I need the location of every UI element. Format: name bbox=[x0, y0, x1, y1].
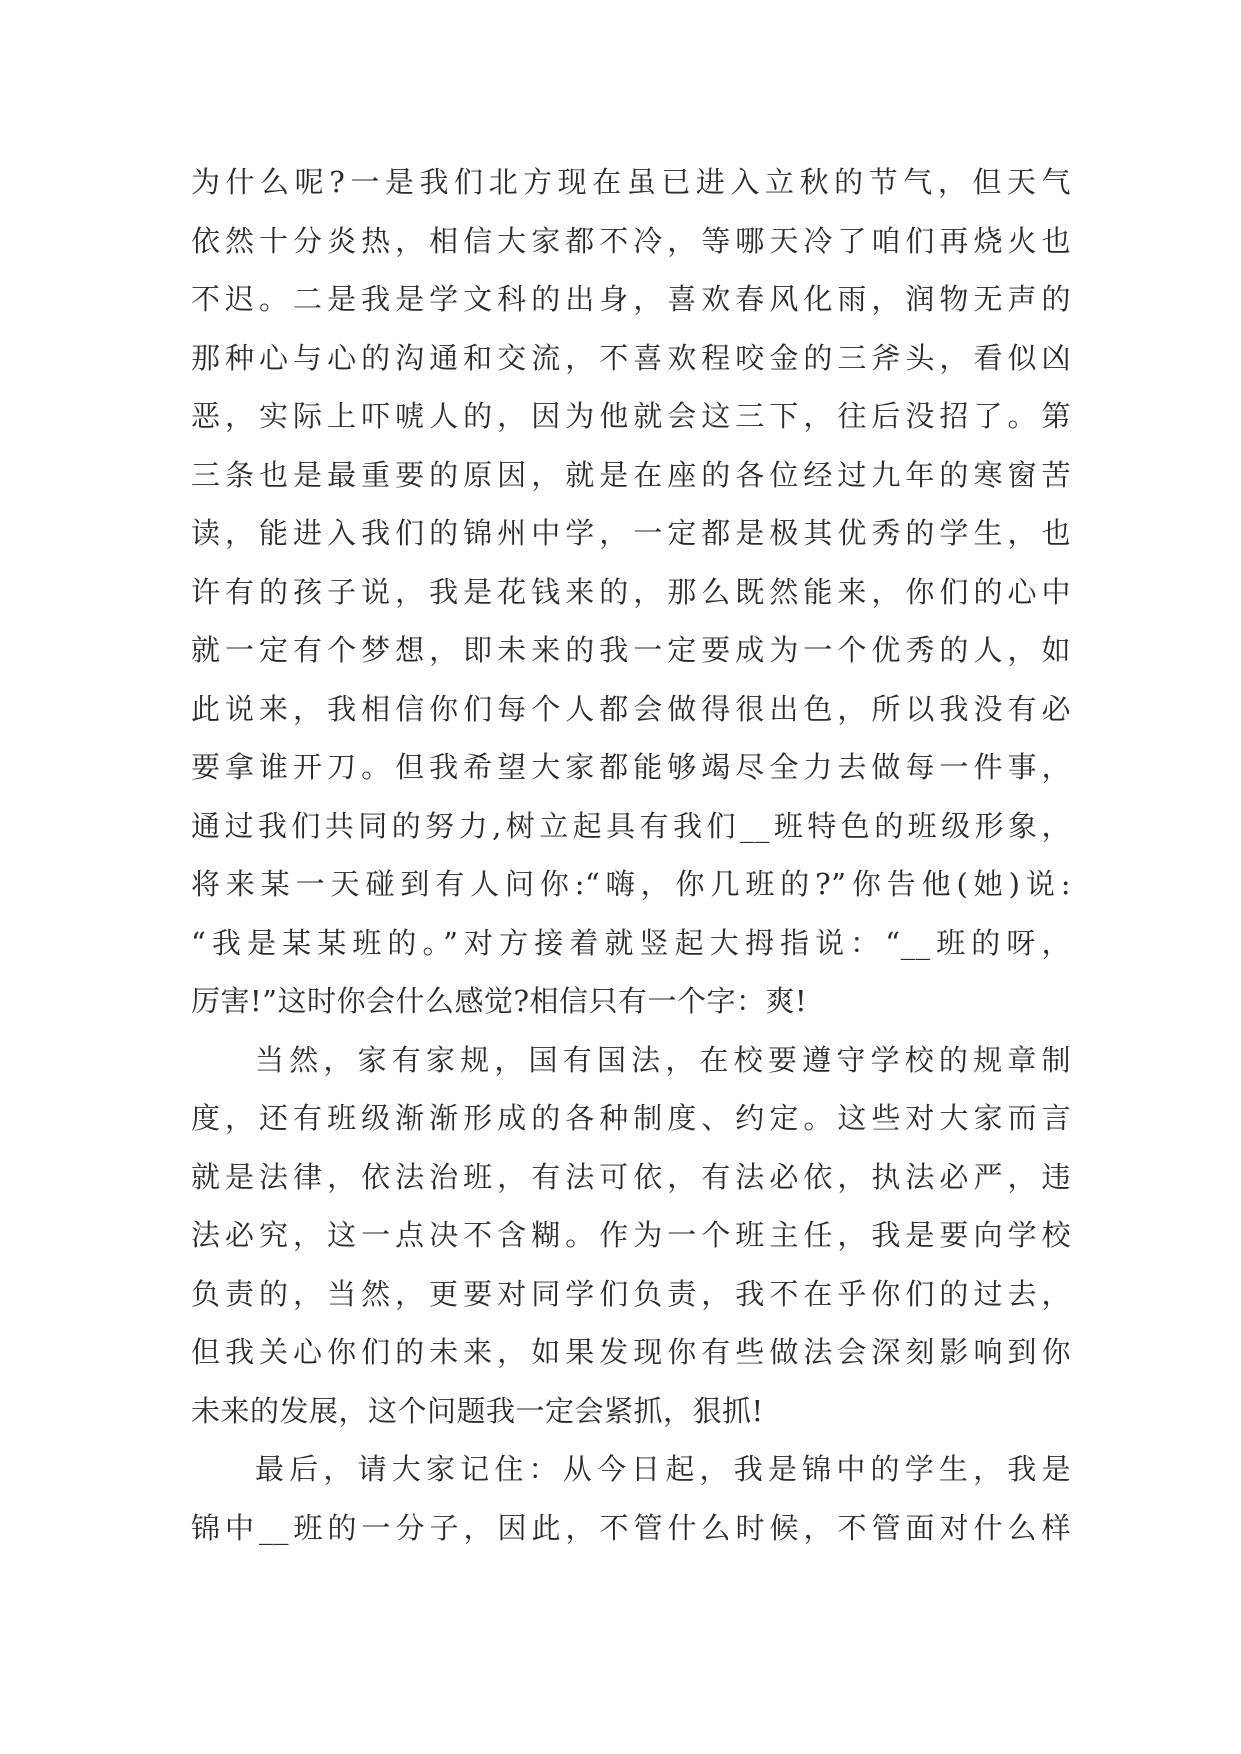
text-line: 恶，实际上吓唬人的，因为他就会这三下，往后没招了。第 bbox=[191, 399, 1071, 433]
text-line: 为什么呢?一是我们北方现在虽已进入立秋的节气，但天气 bbox=[191, 165, 1071, 199]
text-line: 那种心与心的沟通和交流，不喜欢程咬金的三斧头，看似凶 bbox=[191, 340, 1071, 375]
text-line: 厉害!”这时你会什么感觉?相信只有一个字：爽! bbox=[191, 984, 808, 1018]
text-line: 通过我们共同的努力,树立起具有我们__班特色的班级形象， bbox=[191, 808, 1071, 843]
text-line: “我是某某班的。”对方接着就竖起大拇指说：“__班的呀， bbox=[191, 925, 1071, 960]
text-line: 读，能进入我们的锦州中学，一定都是极其优秀的学生，也 bbox=[191, 516, 1071, 550]
paragraph-start-line: 当然，家有家规，国有国法，在校要遵守学校的规章制 bbox=[255, 1042, 1071, 1077]
text-line: 此说来，我相信你们每个人都会做得很出色，所以我没有必 bbox=[191, 691, 1071, 726]
text-line: 将来某一天碰到有人问你:“嗨，你几班的?”你告他(她)说: bbox=[191, 867, 1071, 901]
paragraph-start-line: 最后，请大家记住：从今日起，我是锦中的学生，我是 bbox=[255, 1452, 1071, 1486]
text-line: 许有的孩子说，我是花钱来的，那么既然能来，你们的心中 bbox=[191, 574, 1071, 609]
body-text bbox=[191, 153, 1071, 1557]
text-line: 就是法律，依法治班，有法可依，有法必依，执法必严，违 bbox=[191, 1159, 1071, 1194]
text-line: 法必究，这一点决不含糊。作为一个班主任，我是要向学校 bbox=[191, 1218, 1071, 1252]
text-line: 度，还有班级渐渐形成的各种制度、约定。这些对大家而言 bbox=[191, 1101, 1071, 1135]
text-line: 依然十分炎热，相信大家都不冷，等哪天冷了咱们再烧火也 bbox=[191, 223, 1071, 258]
text-line: 未来的发展，这个问题我一定会紧抓，狠抓! bbox=[191, 1393, 764, 1428]
text-line: 负责的，当然，更要对同学们负责，我不在乎你们的过去， bbox=[191, 1276, 1071, 1311]
text-line: 三条也是最重要的原因，就是在座的各位经过九年的寒窗苦 bbox=[191, 457, 1071, 492]
text-line: 锦中__班的一分子，因此，不管什么时候，不管面对什么样 bbox=[191, 1510, 1071, 1545]
text-line: 不迟。二是我是学文科的出身，喜欢春风化雨，润物无声的 bbox=[191, 282, 1071, 316]
text-line: 就一定有个梦想，即未来的我一定要成为一个优秀的人，如 bbox=[191, 633, 1071, 667]
text-line: 要拿谁开刀。但我希望大家都能够竭尽全力去做每一件事， bbox=[191, 750, 1071, 784]
text-line: 但我关心你们的未来，如果发现你有些做法会深刻影响到你 bbox=[191, 1335, 1071, 1369]
